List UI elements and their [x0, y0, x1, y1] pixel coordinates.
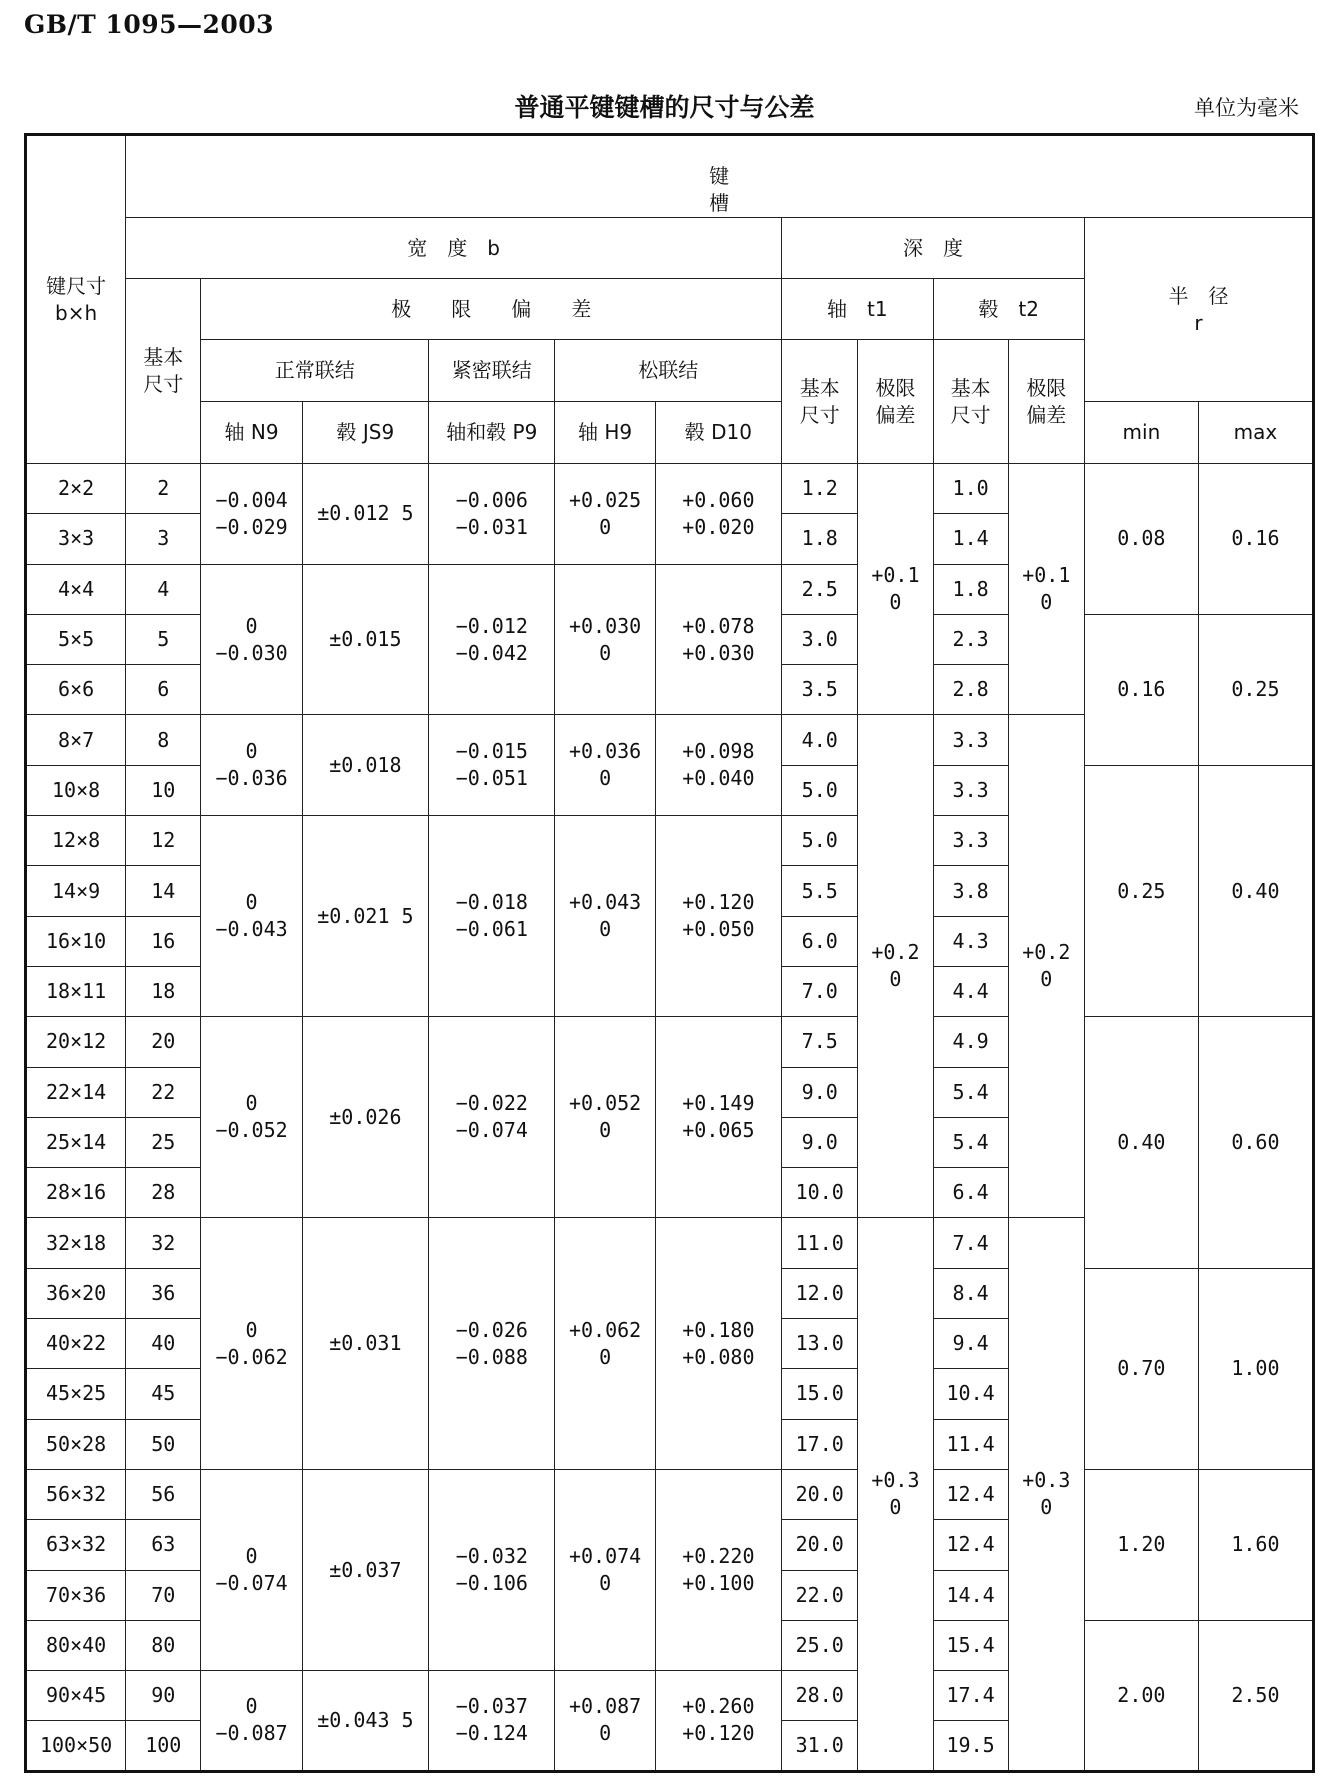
t2-basic-cell: 12.4 — [933, 1469, 1008, 1519]
key-size-cell: 28×16 — [26, 1168, 126, 1218]
header-shaft-n9: 轴 N9 — [201, 402, 302, 464]
hub-d10-cell: +0.220 +0.100 — [655, 1469, 781, 1670]
header-close-fit: 紧密联结 — [429, 340, 555, 402]
basic-width-cell: 14 — [126, 866, 201, 916]
basic-width-cell: 63 — [126, 1520, 201, 1570]
radius-max-cell: 1.00 — [1198, 1268, 1313, 1469]
shaft-h9-cell: +0.025 0 — [555, 464, 655, 565]
key-size-cell: 36×20 — [26, 1268, 126, 1318]
basic-width-cell: 36 — [126, 1268, 201, 1318]
t2-basic-cell: 14.4 — [933, 1570, 1008, 1620]
header-loose-fit: 松联结 — [555, 340, 782, 402]
basic-width-cell: 70 — [126, 1570, 201, 1620]
t1-basic-cell: 5.0 — [782, 765, 858, 815]
t1-basic-cell: 5.0 — [782, 816, 858, 866]
t2-basic-cell: 2.8 — [933, 665, 1008, 715]
header-normal-fit: 正常联结 — [201, 340, 429, 402]
t2-basic-cell: 19.5 — [933, 1721, 1008, 1771]
shaft-h9-cell: +0.043 0 — [555, 816, 655, 1017]
hub-d10-cell: +0.098 +0.040 — [655, 715, 781, 816]
t2-basic-cell: 3.3 — [933, 816, 1008, 866]
t1-basic-cell: 10.0 — [782, 1168, 858, 1218]
header-key-size: 键尺寸 b×h — [26, 135, 126, 464]
basic-width-cell: 40 — [126, 1319, 201, 1369]
basic-width-cell: 32 — [126, 1218, 201, 1268]
key-size-cell: 70×36 — [26, 1570, 126, 1620]
shaft-hub-p9-cell: −0.018 −0.061 — [429, 816, 555, 1017]
basic-width-cell: 90 — [126, 1671, 201, 1721]
table-caption: 普通平键键槽的尺寸与公差 — [514, 93, 815, 122]
hub-js9-cell: ±0.018 — [302, 715, 428, 816]
t1-basic-cell: 7.0 — [782, 966, 858, 1016]
t2-basic-cell: 17.4 — [933, 1671, 1008, 1721]
t1-basic-cell: 4.0 — [782, 715, 858, 765]
basic-width-cell: 100 — [126, 1721, 201, 1771]
radius-min-cell: 0.08 — [1084, 464, 1198, 615]
shaft-n9-cell: 0 −0.052 — [201, 1017, 302, 1218]
radius-max-cell: 0.60 — [1198, 1017, 1313, 1268]
header-width: 宽 度 b — [126, 218, 782, 279]
shaft-h9-cell: +0.074 0 — [555, 1469, 655, 1670]
unit-note: 单位为毫米 — [1194, 96, 1299, 120]
shaft-n9-cell: 0 −0.043 — [201, 816, 302, 1017]
hub-js9-cell: ±0.043 5 — [302, 1671, 428, 1772]
t1-basic-cell: 20.0 — [782, 1469, 858, 1519]
radius-min-cell: 0.25 — [1084, 765, 1198, 1016]
t2-basic-cell: 4.3 — [933, 916, 1008, 966]
shaft-n9-cell: −0.004 −0.029 — [201, 464, 302, 565]
shaft-n9-cell: 0 −0.030 — [201, 564, 302, 715]
t1-basic-cell: 31.0 — [782, 1721, 858, 1771]
table-body — [26, 464, 1314, 1772]
shaft-hub-p9-cell: −0.032 −0.106 — [429, 1469, 555, 1670]
t1-basic-cell: 11.0 — [782, 1218, 858, 1268]
hub-d10-cell: +0.180 +0.080 — [655, 1218, 781, 1469]
radius-max-cell: 2.50 — [1198, 1620, 1313, 1771]
t1-basic-cell: 28.0 — [782, 1671, 858, 1721]
t1-limit-cell: +0.3 0 — [858, 1218, 933, 1771]
basic-width-cell: 10 — [126, 765, 201, 815]
basic-width-cell: 56 — [126, 1469, 201, 1519]
header-hub-js9: 毂 JS9 — [302, 402, 428, 464]
shaft-h9-cell: +0.052 0 — [555, 1017, 655, 1218]
hub-d10-cell: +0.078 +0.030 — [655, 564, 781, 715]
t1-basic-cell: 25.0 — [782, 1620, 858, 1670]
t2-basic-cell: 4.9 — [933, 1017, 1008, 1067]
t2-basic-cell: 6.4 — [933, 1168, 1008, 1218]
t2-limit-cell: +0.2 0 — [1008, 715, 1084, 1218]
t2-basic-cell: 8.4 — [933, 1268, 1008, 1318]
basic-width-cell: 28 — [126, 1168, 201, 1218]
basic-width-cell: 8 — [126, 715, 201, 765]
t2-limit-cell: +0.1 0 — [1008, 464, 1084, 715]
shaft-n9-cell: 0 −0.036 — [201, 715, 302, 816]
shaft-h9-cell: +0.087 0 — [555, 1671, 655, 1772]
t2-basic-cell: 11.4 — [933, 1419, 1008, 1469]
t2-basic-cell: 1.4 — [933, 514, 1008, 564]
shaft-hub-p9-cell: −0.037 −0.124 — [429, 1671, 555, 1772]
standard-code: GB/T 1095—2003 — [24, 10, 275, 39]
key-size-cell: 14×9 — [26, 866, 126, 916]
basic-width-cell: 22 — [126, 1067, 201, 1117]
header-r-min: min — [1084, 402, 1198, 464]
t2-basic-cell: 10.4 — [933, 1369, 1008, 1419]
shaft-n9-cell: 0 −0.087 — [201, 1671, 302, 1772]
basic-width-cell: 20 — [126, 1017, 201, 1067]
basic-width-cell: 16 — [126, 916, 201, 966]
t2-basic-cell: 2.3 — [933, 614, 1008, 664]
t1-basic-cell: 2.5 — [782, 564, 858, 614]
shaft-h9-cell: +0.036 0 — [555, 715, 655, 816]
t2-basic-cell: 9.4 — [933, 1319, 1008, 1369]
t1-basic-cell: 1.2 — [782, 464, 858, 514]
hub-d10-cell: +0.120 +0.050 — [655, 816, 781, 1017]
header-hub-d10: 毂 D10 — [655, 402, 781, 464]
key-size-cell: 32×18 — [26, 1218, 126, 1268]
key-size-cell: 63×32 — [26, 1520, 126, 1570]
key-size-cell: 40×22 — [26, 1319, 126, 1369]
radius-max-cell: 1.60 — [1198, 1469, 1313, 1620]
header-keyway — [126, 135, 1314, 218]
t1-limit-cell: +0.2 0 — [858, 715, 933, 1218]
basic-width-cell: 2 — [126, 464, 201, 514]
header-t1-limit: 极限 偏差 — [858, 340, 933, 464]
shaft-hub-p9-cell: −0.012 −0.042 — [429, 564, 555, 715]
radius-min-cell: 2.00 — [1084, 1620, 1198, 1771]
table-row — [26, 1017, 1314, 1067]
key-size-cell: 50×28 — [26, 1419, 126, 1469]
t2-basic-cell: 12.4 — [933, 1520, 1008, 1570]
key-size-cell: 5×5 — [26, 614, 126, 664]
key-size-cell: 2×2 — [26, 464, 126, 514]
t1-basic-cell: 20.0 — [782, 1520, 858, 1570]
t1-basic-cell: 22.0 — [782, 1570, 858, 1620]
shaft-n9-cell: 0 −0.062 — [201, 1218, 302, 1469]
t1-basic-cell: 12.0 — [782, 1268, 858, 1318]
basic-width-cell: 4 — [126, 564, 201, 614]
t2-basic-cell: 7.4 — [933, 1218, 1008, 1268]
basic-width-cell: 18 — [126, 966, 201, 1016]
t2-basic-cell: 4.4 — [933, 966, 1008, 1016]
key-size-cell: 12×8 — [26, 816, 126, 866]
key-size-cell: 6×6 — [26, 665, 126, 715]
radius-max-cell: 0.16 — [1198, 464, 1313, 615]
t2-basic-cell: 1.0 — [933, 464, 1008, 514]
hub-d10-cell: +0.260 +0.120 — [655, 1671, 781, 1772]
t2-basic-cell: 5.4 — [933, 1067, 1008, 1117]
key-size-cell: 3×3 — [26, 514, 126, 564]
basic-width-cell: 12 — [126, 816, 201, 866]
shaft-hub-p9-cell: −0.022 −0.074 — [429, 1017, 555, 1218]
t1-basic-cell: 7.5 — [782, 1017, 858, 1067]
radius-max-cell: 0.25 — [1198, 614, 1313, 765]
shaft-hub-p9-cell: −0.015 −0.051 — [429, 715, 555, 816]
header-keyway-left: 键 — [709, 164, 730, 188]
t2-basic-cell: 15.4 — [933, 1620, 1008, 1670]
header-shaft-t1: 轴 t1 — [782, 279, 933, 340]
t1-basic-cell: 6.0 — [782, 916, 858, 966]
shaft-hub-p9-cell: −0.026 −0.088 — [429, 1218, 555, 1469]
t2-basic-cell: 1.8 — [933, 564, 1008, 614]
shaft-h9-cell: +0.030 0 — [555, 564, 655, 715]
key-size-cell: 8×7 — [26, 715, 126, 765]
hub-d10-cell: +0.149 +0.065 — [655, 1017, 781, 1218]
header-shaft-hub-p9: 轴和毂 P9 — [429, 402, 555, 464]
shaft-h9-cell: +0.062 0 — [555, 1218, 655, 1469]
header-keyway-right: 槽 — [709, 191, 730, 215]
header-limit-deviation: 极 限 偏 差 — [201, 279, 782, 340]
t1-basic-cell: 3.0 — [782, 614, 858, 664]
t1-limit-cell: +0.1 0 — [858, 464, 933, 715]
hub-js9-cell: ±0.026 — [302, 1017, 428, 1218]
keyway-dimension-table — [24, 133, 1315, 1773]
t2-basic-cell: 3.3 — [933, 765, 1008, 815]
t1-basic-cell: 17.0 — [782, 1419, 858, 1469]
key-size-cell: 45×25 — [26, 1369, 126, 1419]
key-size-cell: 22×14 — [26, 1067, 126, 1117]
header-shaft-h9: 轴 H9 — [555, 402, 655, 464]
basic-width-cell: 50 — [126, 1419, 201, 1469]
hub-js9-cell: ±0.037 — [302, 1469, 428, 1670]
hub-js9-cell: ±0.021 5 — [302, 816, 428, 1017]
t1-basic-cell: 13.0 — [782, 1319, 858, 1369]
radius-min-cell: 0.70 — [1084, 1268, 1198, 1469]
t1-basic-cell: 5.5 — [782, 866, 858, 916]
key-size-cell: 20×12 — [26, 1017, 126, 1067]
t1-basic-cell: 1.8 — [782, 514, 858, 564]
t1-basic-cell: 15.0 — [782, 1369, 858, 1419]
key-size-cell: 25×14 — [26, 1117, 126, 1167]
key-size-cell: 80×40 — [26, 1620, 126, 1670]
shaft-n9-cell: 0 −0.074 — [201, 1469, 302, 1670]
key-size-cell: 10×8 — [26, 765, 126, 815]
t2-limit-cell: +0.3 0 — [1008, 1218, 1084, 1771]
key-size-cell: 56×32 — [26, 1469, 126, 1519]
header-basic-size: 基本 尺寸 — [126, 279, 201, 464]
shaft-hub-p9-cell: −0.006 −0.031 — [429, 464, 555, 565]
header-t1-basic: 基本 尺寸 — [782, 340, 858, 464]
header-r-max: max — [1198, 402, 1313, 464]
t1-basic-cell: 9.0 — [782, 1067, 858, 1117]
table-row — [26, 1469, 1314, 1519]
basic-width-cell: 3 — [126, 514, 201, 564]
t2-basic-cell: 3.3 — [933, 715, 1008, 765]
t2-basic-cell: 3.8 — [933, 866, 1008, 916]
key-size-cell: 100×50 — [26, 1721, 126, 1771]
radius-max-cell: 0.40 — [1198, 765, 1313, 1016]
hub-js9-cell: ±0.031 — [302, 1218, 428, 1469]
key-size-cell: 18×11 — [26, 966, 126, 1016]
basic-width-cell: 80 — [126, 1620, 201, 1670]
hub-js9-cell: ±0.012 5 — [302, 464, 428, 565]
header-t2-limit: 极限 偏差 — [1008, 340, 1084, 464]
header-t2-basic: 基本 尺寸 — [933, 340, 1008, 464]
header-radius: 半 径 r — [1084, 218, 1313, 402]
basic-width-cell: 6 — [126, 665, 201, 715]
table-row — [26, 464, 1314, 514]
t1-basic-cell: 3.5 — [782, 665, 858, 715]
hub-d10-cell: +0.060 +0.020 — [655, 464, 781, 565]
key-size-cell: 4×4 — [26, 564, 126, 614]
t1-basic-cell: 9.0 — [782, 1117, 858, 1167]
radius-min-cell: 0.16 — [1084, 614, 1198, 765]
basic-width-cell: 25 — [126, 1117, 201, 1167]
header-hub-t2: 毂 t2 — [933, 279, 1084, 340]
basic-width-cell: 5 — [126, 614, 201, 664]
hub-js9-cell: ±0.015 — [302, 564, 428, 715]
t2-basic-cell: 5.4 — [933, 1117, 1008, 1167]
header-depth: 深 度 — [782, 218, 1085, 279]
basic-width-cell: 45 — [126, 1369, 201, 1419]
key-size-cell: 90×45 — [26, 1671, 126, 1721]
key-size-cell: 16×10 — [26, 916, 126, 966]
radius-min-cell: 1.20 — [1084, 1469, 1198, 1620]
radius-min-cell: 0.40 — [1084, 1017, 1198, 1268]
